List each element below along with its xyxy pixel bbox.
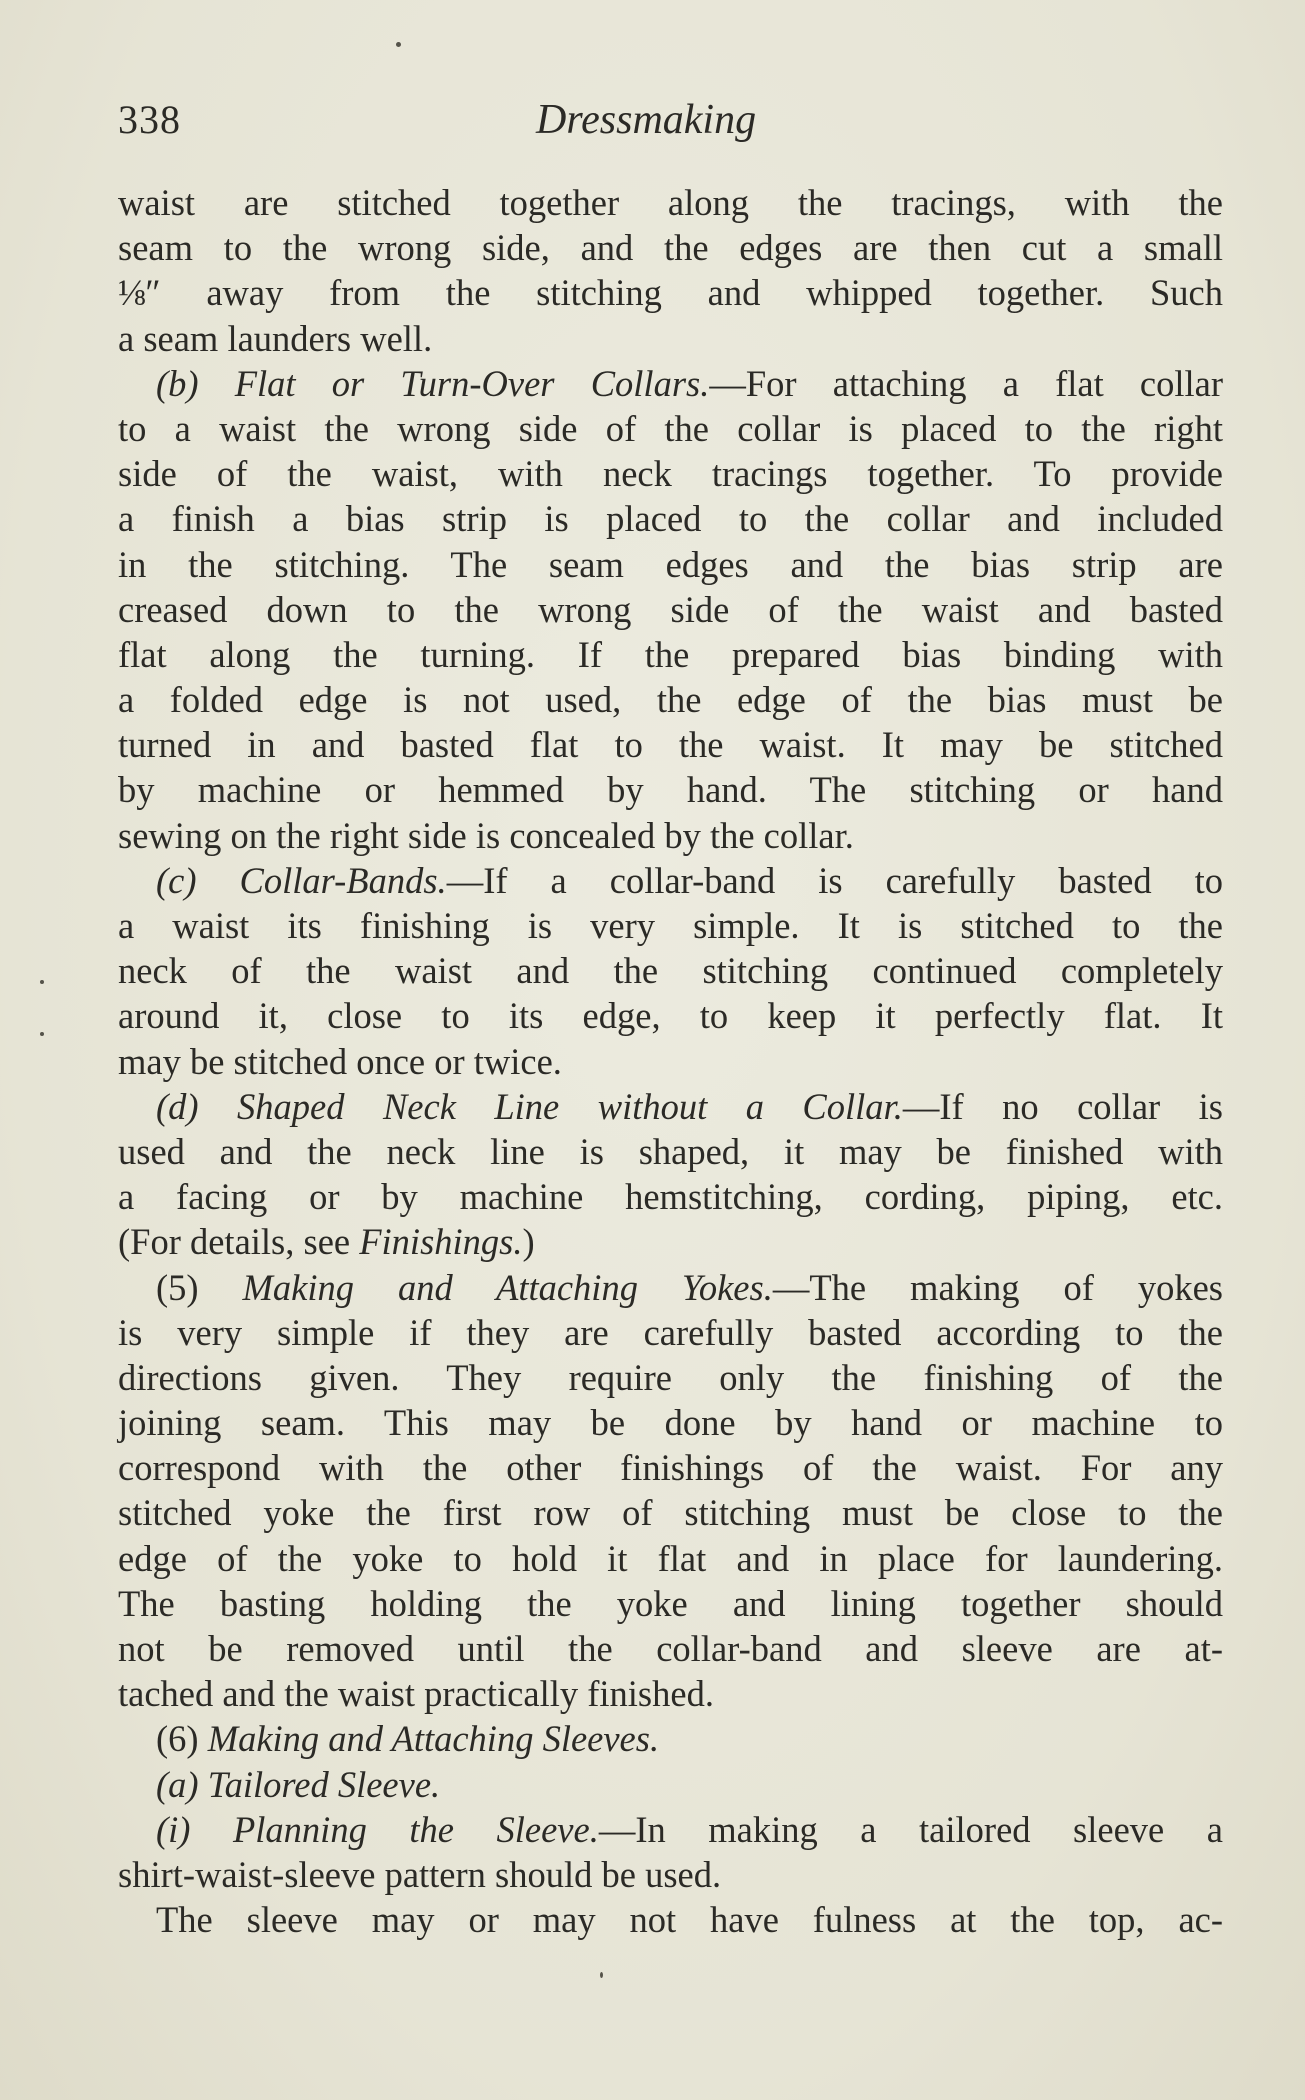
text-line: turned in and basted flat to the waist. It may be stitched: [118, 724, 1223, 766]
text-line: may be stitched once or twice.: [118, 1040, 562, 1082]
text-line: (i) Planning the Sleeve.—In making a tailored sleeve a: [156, 1808, 1223, 1850]
text-line: a waist its finishing is very simple. It is stitched to the: [118, 905, 1223, 946]
text-line: tached and the waist practically finished.: [118, 1673, 714, 1715]
text-line: ⅛″ away from the stitching and whipped together. Such: [118, 272, 1223, 314]
text-line: stitched yoke the first row of stitching must be close to the: [118, 1492, 1223, 1534]
text-line: used and the neck line is shaped, it may be finished with: [118, 1130, 1223, 1172]
paper-speck: [40, 1032, 44, 1036]
text-line: neck of the waist and the stitching continued completely: [118, 950, 1223, 992]
text-line: (a) Tailored Sleeve.: [156, 1763, 441, 1805]
text-line: in the stitching. The seam edges and the bias strip are: [118, 543, 1223, 585]
text-line: a folded edge is not used, the edge of the bias must be: [118, 679, 1223, 721]
text-line: sewing on the right side is concealed by the collar.: [118, 814, 854, 856]
text-line: (c) Collar-Bands.—If a collar-band is carefully basted to: [156, 859, 1223, 901]
text-line: to a waist the wrong side of the collar is placed to the right: [118, 407, 1223, 449]
text-line: seam to the wrong side, and the edges are then cut a small: [118, 227, 1223, 269]
text-line: creased down to the wrong side of the waist and basted: [118, 588, 1223, 630]
text-line: around it, close to its edge, to keep it perfectly flat. It: [118, 995, 1223, 1037]
text-line: directions given. They require only the finishing of the: [118, 1356, 1223, 1398]
text-line: (5) Making and Attaching Yokes.—The making of yokes: [156, 1266, 1224, 1308]
text-line: (d) Shaped Neck Line without a Collar.—If no collar is: [156, 1085, 1223, 1127]
text-line: (6) Making and Attaching Sleeves.: [156, 1718, 660, 1760]
paper-speck: [40, 980, 44, 984]
body-text: [118, 180, 1223, 1942]
text-line: The basting holding the yoke and lining together should: [118, 1582, 1223, 1624]
running-title: Dressmaking: [536, 97, 757, 143]
running-head: [118, 96, 1218, 148]
paper-speck: [600, 1972, 603, 1978]
text-line: joining seam. This may be done by hand or machine to: [118, 1402, 1223, 1444]
text-line: The sleeve may or may not have fulness at the top, ac-: [156, 1899, 1223, 1941]
text-line: edge of the yoke to hold it flat and in place for laundering.: [118, 1537, 1223, 1579]
text-line: a facing or by machine hemstitching, cording, piping, etc.: [118, 1176, 1223, 1218]
text-line: a seam launders well.: [118, 317, 433, 359]
text-line: side of the waist, with neck tracings together. To provide: [118, 453, 1223, 495]
text-line: (b) Flat or Turn-Over Collars.—For attaching a flat collar: [156, 362, 1223, 404]
text-line: correspond with the other finishings of the waist. For any: [118, 1447, 1223, 1489]
text-line: waist are stitched together along the tracings, with the: [118, 182, 1223, 223]
text-line: by machine or hemmed by hand. The stitching or hand: [118, 769, 1223, 811]
text-line: a finish a bias strip is placed to the collar and included: [118, 498, 1223, 540]
text-line: (For details, see Finishings.): [118, 1221, 535, 1263]
text-line: shirt-waist-sleeve pattern should be used.: [118, 1853, 722, 1895]
text-line: flat along the turning. If the prepared bias binding with: [118, 633, 1223, 675]
paper-speck: [396, 42, 401, 47]
text-line: is very simple if they are carefully basted according to the: [118, 1311, 1223, 1353]
page-number: 338: [118, 97, 181, 142]
text-line: not be removed until the collar-band and sleeve are at-: [118, 1628, 1223, 1669]
